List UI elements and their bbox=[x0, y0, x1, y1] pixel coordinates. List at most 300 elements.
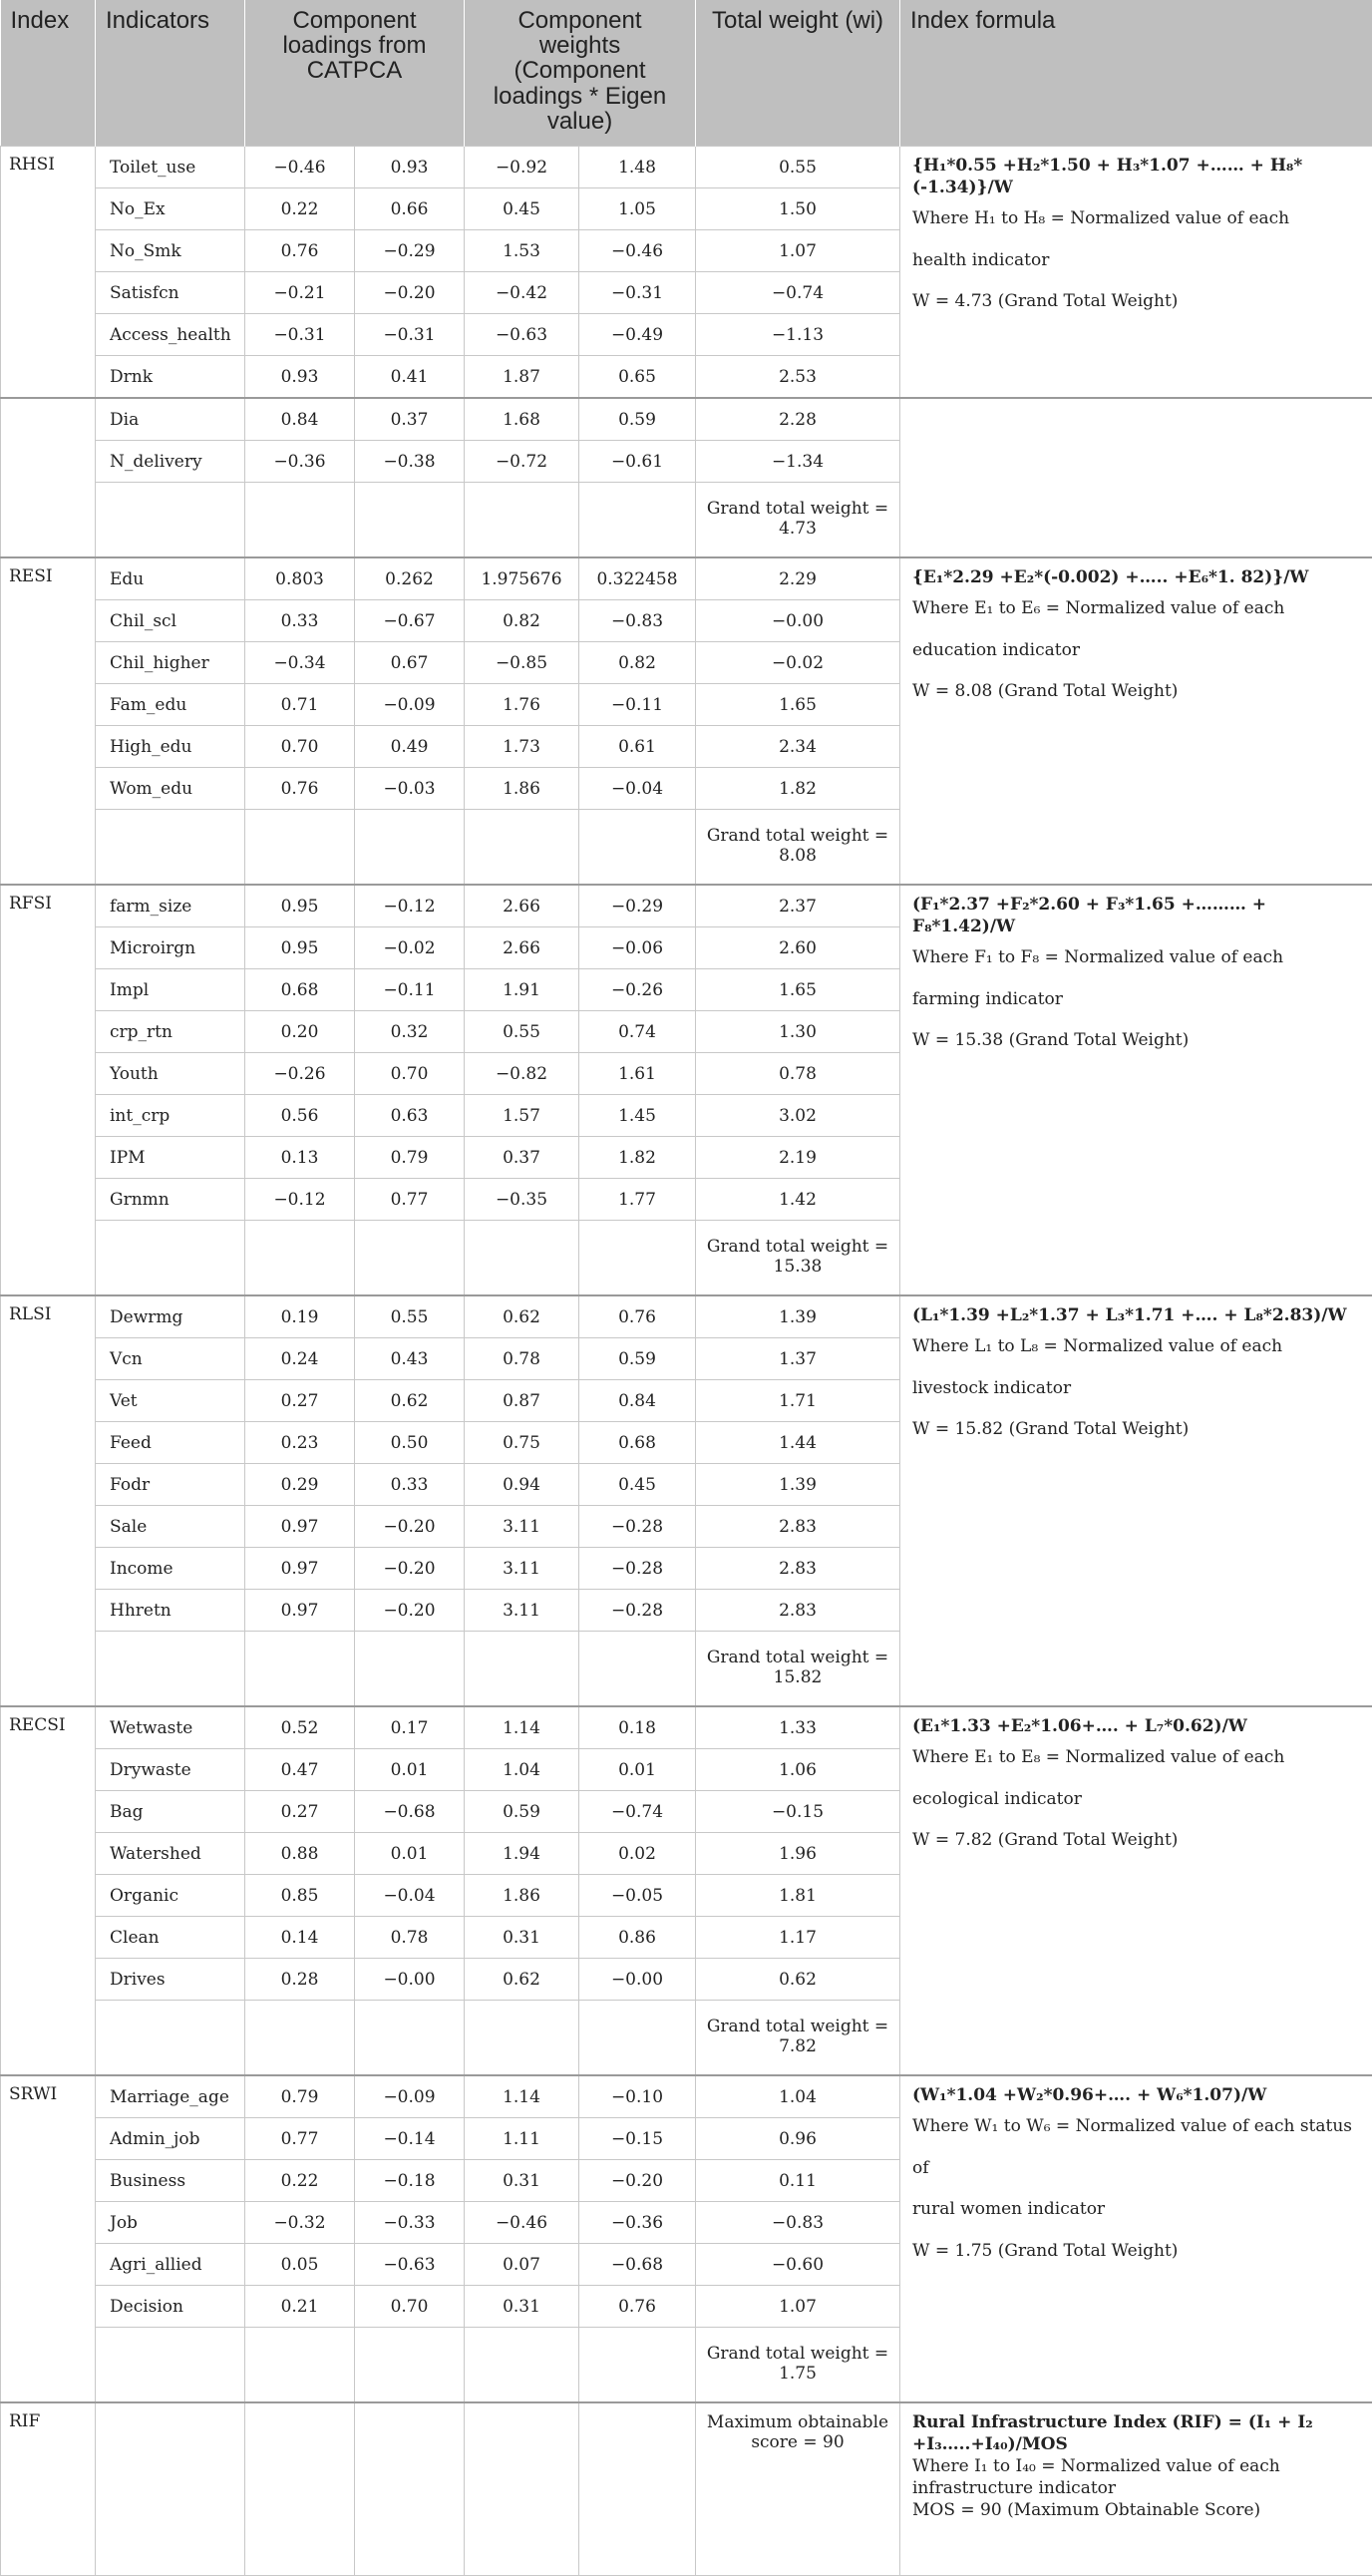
indicator-cell: Chil_higher bbox=[96, 642, 245, 684]
formula-note: Where L₁ to L₈ = Normalized value of each bbox=[912, 1326, 1360, 1368]
formula-expression: (W₁*1.04 +W₂*0.96+…. + W₆*1.07)/W bbox=[912, 2084, 1360, 2106]
total-weight-cell: 1.42 bbox=[696, 1179, 900, 1221]
loading-1-cell: 0.22 bbox=[245, 2160, 355, 2202]
formula-note: Where E₁ to E₆ = Normalized value of each bbox=[912, 588, 1360, 630]
weight-1-cell: 0.37 bbox=[465, 1137, 579, 1179]
weight-2-cell: −0.28 bbox=[579, 1506, 696, 1548]
loading-1-cell: 0.803 bbox=[245, 557, 355, 600]
weight-1-cell: 2.66 bbox=[465, 927, 579, 969]
indicator-cell: No_Ex bbox=[96, 188, 245, 230]
loading-1-cell: 0.95 bbox=[245, 927, 355, 969]
weight-1-cell: 3.11 bbox=[465, 1548, 579, 1590]
loading-2-cell: 0.62 bbox=[355, 1380, 465, 1422]
weight-2-cell: 0.82 bbox=[579, 642, 696, 684]
weight-2-cell: 1.05 bbox=[579, 188, 696, 230]
total-weight-cell: 2.83 bbox=[696, 1506, 900, 1548]
weight-1-cell: −0.46 bbox=[465, 2202, 579, 2244]
loading-2-cell: 0.43 bbox=[355, 1338, 465, 1380]
indicator-cell: Dewrmg bbox=[96, 1295, 245, 1338]
weight-1-cell: 1.76 bbox=[465, 684, 579, 726]
weight-2-cell: 0.18 bbox=[579, 1706, 696, 1749]
empty-cell bbox=[465, 1632, 579, 1707]
weight-1-cell: 1.14 bbox=[465, 1706, 579, 1749]
loading-2-cell: −0.14 bbox=[355, 2118, 465, 2160]
weight-2-cell: −0.10 bbox=[579, 2075, 696, 2118]
header-index: Index bbox=[1, 0, 96, 147]
weight-1-cell: 1.86 bbox=[465, 1875, 579, 1917]
weight-2-cell: 0.45 bbox=[579, 1464, 696, 1506]
formula-cell bbox=[900, 2075, 1372, 2402]
loading-1-cell: 0.28 bbox=[245, 1959, 355, 2001]
total-weight-cell: 1.81 bbox=[696, 1875, 900, 1917]
indicator-cell: Watershed bbox=[96, 1833, 245, 1875]
formula-note: Where H₁ to H₈ = Normalized value of each bbox=[912, 198, 1360, 240]
total-weight-cell: 1.96 bbox=[696, 1833, 900, 1875]
indicator-cell: Bag bbox=[96, 1791, 245, 1833]
loading-2-cell: −0.20 bbox=[355, 1548, 465, 1590]
empty-cell bbox=[465, 2001, 579, 2076]
total-weight-cell: 2.29 bbox=[696, 557, 900, 600]
loading-1-cell: 0.29 bbox=[245, 1464, 355, 1506]
weight-2-cell: −0.11 bbox=[579, 684, 696, 726]
indicator-cell: Fodr bbox=[96, 1464, 245, 1506]
total-weight-cell: 1.33 bbox=[696, 1706, 900, 1749]
grand-total-cell: Grand total weight = 15.82 bbox=[696, 1632, 900, 1707]
loading-1-cell: −0.26 bbox=[245, 1053, 355, 1095]
empty-cell bbox=[245, 810, 355, 886]
loading-2-cell: −0.20 bbox=[355, 1506, 465, 1548]
empty-cell bbox=[465, 483, 579, 558]
formula-note: livestock indicator bbox=[912, 1368, 1360, 1410]
weight-1-cell: −0.63 bbox=[465, 314, 579, 356]
loading-2-cell: 0.78 bbox=[355, 1917, 465, 1959]
grand-total-cell: Grand total weight = 7.82 bbox=[696, 2001, 900, 2076]
indicator-cell: Access_health bbox=[96, 314, 245, 356]
header-total-weight: Total weight (wi) bbox=[696, 0, 900, 147]
empty-cell bbox=[579, 810, 696, 886]
weight-1-cell: 0.62 bbox=[465, 1959, 579, 2001]
weight-2-cell: −0.68 bbox=[579, 2244, 696, 2286]
empty-cell bbox=[245, 483, 355, 558]
total-weight-cell: 1.50 bbox=[696, 188, 900, 230]
loading-2-cell: −0.03 bbox=[355, 768, 465, 810]
loading-2-cell: −0.63 bbox=[355, 2244, 465, 2286]
formula-note: Where W₁ to W₆ = Normalized value of each status of bbox=[912, 2106, 1360, 2189]
weight-1-cell: 0.78 bbox=[465, 1338, 579, 1380]
total-weight-cell: 0.62 bbox=[696, 1959, 900, 2001]
weight-1-cell: 1.87 bbox=[465, 356, 579, 399]
weight-2-cell: −0.28 bbox=[579, 1590, 696, 1632]
loading-2-cell: 0.01 bbox=[355, 1833, 465, 1875]
weight-1-cell: 1.91 bbox=[465, 969, 579, 1011]
weight-2-cell: 1.48 bbox=[579, 147, 696, 188]
loading-1-cell: 0.93 bbox=[245, 356, 355, 399]
weight-2-cell: 0.59 bbox=[579, 1338, 696, 1380]
weight-2-cell: −0.74 bbox=[579, 1791, 696, 1833]
loading-1-cell: 0.47 bbox=[245, 1749, 355, 1791]
weight-1-cell: 1.53 bbox=[465, 230, 579, 272]
indicator-cell: Clean bbox=[96, 1917, 245, 1959]
indicator-cell: Business bbox=[96, 2160, 245, 2202]
loading-1-cell: 0.71 bbox=[245, 684, 355, 726]
formula-cell bbox=[900, 147, 1372, 399]
weight-2-cell: 0.65 bbox=[579, 356, 696, 399]
loading-2-cell: −0.18 bbox=[355, 2160, 465, 2202]
total-weight-cell: 1.39 bbox=[696, 1295, 900, 1338]
formula-note: W = 15.38 (Grand Total Weight) bbox=[912, 1020, 1360, 1062]
loading-2-cell: 0.70 bbox=[355, 2286, 465, 2328]
total-weight-cell: 2.34 bbox=[696, 726, 900, 768]
total-weight-cell: −0.15 bbox=[696, 1791, 900, 1833]
loading-1-cell: 0.85 bbox=[245, 1875, 355, 1917]
loading-2-cell: 0.67 bbox=[355, 642, 465, 684]
weight-1-cell: 0.07 bbox=[465, 2244, 579, 2286]
loading-1-cell: 0.22 bbox=[245, 188, 355, 230]
loading-1-cell: 0.97 bbox=[245, 1506, 355, 1548]
loading-2-cell: 0.77 bbox=[355, 1179, 465, 1221]
weight-2-cell: −0.06 bbox=[579, 927, 696, 969]
formula-cell bbox=[900, 398, 1372, 557]
indicator-cell: IPM bbox=[96, 1137, 245, 1179]
grand-total-cell: Grand total weight = 8.08 bbox=[696, 810, 900, 886]
weight-1-cell: 0.31 bbox=[465, 2160, 579, 2202]
loading-2-cell: −0.00 bbox=[355, 1959, 465, 2001]
formula-note: Where E₁ to E₈ = Normalized value of each bbox=[912, 1737, 1360, 1779]
indicator-cell: Vet bbox=[96, 1380, 245, 1422]
indicator-cell: N_delivery bbox=[96, 441, 245, 483]
weight-2-cell: −0.04 bbox=[579, 768, 696, 810]
loading-2-cell: 0.49 bbox=[355, 726, 465, 768]
indicator-cell: Fam_edu bbox=[96, 684, 245, 726]
loading-1-cell: 0.70 bbox=[245, 726, 355, 768]
weight-2-cell: 1.61 bbox=[579, 1053, 696, 1095]
loading-2-cell: 0.37 bbox=[355, 398, 465, 441]
weight-2-cell: −0.31 bbox=[579, 272, 696, 314]
grand-total-cell: Grand total weight = 15.38 bbox=[696, 1221, 900, 1296]
formula-note: Where F₁ to F₈ = Normalized value of each bbox=[912, 937, 1360, 979]
indicator-cell: Dia bbox=[96, 398, 245, 441]
weight-1-cell: 2.66 bbox=[465, 885, 579, 927]
loading-1-cell: 0.52 bbox=[245, 1706, 355, 1749]
empty-cell bbox=[245, 1221, 355, 1296]
loading-2-cell: −0.11 bbox=[355, 969, 465, 1011]
formula-expression: (L₁*1.39 +L₂*1.37 + L₃*1.71 +…. + L₈*2.83)/W bbox=[912, 1304, 1360, 1326]
total-weight-cell: 2.83 bbox=[696, 1548, 900, 1590]
formula-note: W = 4.73 (Grand Total Weight) bbox=[912, 281, 1360, 323]
indicator-cell: Chil_scl bbox=[96, 600, 245, 642]
table-row bbox=[1, 557, 1372, 600]
index-cell: RECSI bbox=[1, 1706, 96, 2075]
total-weight-cell: 1.06 bbox=[696, 1749, 900, 1791]
indicator-cell: Youth bbox=[96, 1053, 245, 1095]
weight-1-cell: −0.72 bbox=[465, 441, 579, 483]
weight-1-cell: −0.82 bbox=[465, 1053, 579, 1095]
empty-cell bbox=[355, 2402, 465, 2576]
indicator-cell: Marriage_age bbox=[96, 2075, 245, 2118]
loading-1-cell: 0.76 bbox=[245, 230, 355, 272]
indicator-cell: farm_size bbox=[96, 885, 245, 927]
empty-cell bbox=[579, 2402, 696, 2576]
loading-1-cell: 0.56 bbox=[245, 1095, 355, 1137]
total-weight-cell: −0.74 bbox=[696, 272, 900, 314]
total-weight-cell: 1.17 bbox=[696, 1917, 900, 1959]
empty-cell bbox=[579, 483, 696, 558]
weight-1-cell: 0.75 bbox=[465, 1422, 579, 1464]
loading-1-cell: 0.19 bbox=[245, 1295, 355, 1338]
weight-1-cell: 1.11 bbox=[465, 2118, 579, 2160]
loading-1-cell: 0.05 bbox=[245, 2244, 355, 2286]
weight-1-cell: 1.57 bbox=[465, 1095, 579, 1137]
loading-2-cell: 0.32 bbox=[355, 1011, 465, 1053]
total-weight-cell: −0.83 bbox=[696, 2202, 900, 2244]
total-weight-cell: −0.60 bbox=[696, 2244, 900, 2286]
loading-1-cell: 0.13 bbox=[245, 1137, 355, 1179]
total-weight-cell: 1.65 bbox=[696, 684, 900, 726]
indicator-cell: Edu bbox=[96, 557, 245, 600]
index-cell: RHSI bbox=[1, 147, 96, 399]
weight-2-cell: 0.01 bbox=[579, 1749, 696, 1791]
formula-note: ecological indicator bbox=[912, 1779, 1360, 1821]
weight-1-cell: 0.82 bbox=[465, 600, 579, 642]
empty-cell bbox=[355, 2001, 465, 2076]
loading-1-cell: 0.23 bbox=[245, 1422, 355, 1464]
weight-1-cell: −0.42 bbox=[465, 272, 579, 314]
loading-2-cell: −0.67 bbox=[355, 600, 465, 642]
weight-1-cell: 1.86 bbox=[465, 768, 579, 810]
weight-2-cell: −0.83 bbox=[579, 600, 696, 642]
loading-2-cell: 0.63 bbox=[355, 1095, 465, 1137]
loading-1-cell: −0.46 bbox=[245, 147, 355, 188]
weight-1-cell: 0.55 bbox=[465, 1011, 579, 1053]
index-cell: SRWI bbox=[1, 2075, 96, 2402]
indicator-cell: Microirgn bbox=[96, 927, 245, 969]
total-weight-cell: 2.28 bbox=[696, 398, 900, 441]
formula-note: health indicator bbox=[912, 240, 1360, 282]
total-weight-cell: −0.00 bbox=[696, 600, 900, 642]
formula-note: infrastructure indicator bbox=[912, 2477, 1360, 2499]
indicator-cell: Drywaste bbox=[96, 1749, 245, 1791]
formula-cell bbox=[900, 1706, 1372, 2075]
loading-1-cell: 0.84 bbox=[245, 398, 355, 441]
grand-total-cell: Grand total weight = 1.75 bbox=[696, 2328, 900, 2403]
empty-cell bbox=[245, 2328, 355, 2403]
loading-1-cell: −0.34 bbox=[245, 642, 355, 684]
empty-cell bbox=[96, 483, 245, 558]
loading-2-cell: 0.79 bbox=[355, 1137, 465, 1179]
weight-2-cell: 0.76 bbox=[579, 1295, 696, 1338]
formula-note: W = 8.08 (Grand Total Weight) bbox=[912, 671, 1360, 713]
empty-cell bbox=[245, 1632, 355, 1707]
indicator-cell: Income bbox=[96, 1548, 245, 1590]
table-row bbox=[1, 398, 1372, 441]
weight-1-cell: 0.59 bbox=[465, 1791, 579, 1833]
formula-expression: Rural Infrastructure Index (RIF) = (I₁ + I₂ +I₃…..+I₄₀)/MOS bbox=[912, 2411, 1360, 2455]
loading-2-cell: −0.04 bbox=[355, 1875, 465, 1917]
loading-2-cell: 0.93 bbox=[355, 147, 465, 188]
header-indicators: Indicators bbox=[96, 0, 245, 147]
weight-1-cell: 1.14 bbox=[465, 2075, 579, 2118]
total-weight-cell: 1.04 bbox=[696, 2075, 900, 2118]
weight-1-cell: −0.92 bbox=[465, 147, 579, 188]
loading-2-cell: −0.20 bbox=[355, 1590, 465, 1632]
indicator-cell: int_crp bbox=[96, 1095, 245, 1137]
loading-1-cell: 0.14 bbox=[245, 1917, 355, 1959]
total-weight-cell: 3.02 bbox=[696, 1095, 900, 1137]
total-weight-cell: 2.83 bbox=[696, 1590, 900, 1632]
indicator-cell: Wom_edu bbox=[96, 768, 245, 810]
empty-cell bbox=[355, 483, 465, 558]
weight-1-cell: 3.11 bbox=[465, 1506, 579, 1548]
formula-cell bbox=[900, 1295, 1372, 1706]
weight-2-cell: −0.15 bbox=[579, 2118, 696, 2160]
weight-2-cell: −0.46 bbox=[579, 230, 696, 272]
indicator-cell: crp_rtn bbox=[96, 1011, 245, 1053]
loading-1-cell: −0.32 bbox=[245, 2202, 355, 2244]
empty-cell bbox=[96, 1221, 245, 1296]
loading-2-cell: 0.41 bbox=[355, 356, 465, 399]
empty-cell bbox=[465, 2402, 579, 2576]
loading-1-cell: 0.88 bbox=[245, 1833, 355, 1875]
loading-1-cell: 0.21 bbox=[245, 2286, 355, 2328]
empty-cell bbox=[355, 2328, 465, 2403]
table-row bbox=[1, 1706, 1372, 1749]
total-weight-cell: 2.19 bbox=[696, 1137, 900, 1179]
weight-1-cell: 0.45 bbox=[465, 188, 579, 230]
weight-2-cell: −0.36 bbox=[579, 2202, 696, 2244]
loading-1-cell: 0.20 bbox=[245, 1011, 355, 1053]
weight-2-cell: −0.28 bbox=[579, 1548, 696, 1590]
header-loadings: Component loadings from CATPCA bbox=[245, 0, 465, 147]
formula-cell bbox=[900, 2402, 1372, 2576]
loading-2-cell: 0.33 bbox=[355, 1464, 465, 1506]
loading-1-cell: −0.21 bbox=[245, 272, 355, 314]
empty-cell bbox=[465, 1221, 579, 1296]
total-weight-cell: 0.55 bbox=[696, 147, 900, 188]
empty-cell bbox=[579, 1632, 696, 1707]
total-weight-cell: 0.78 bbox=[696, 1053, 900, 1095]
loading-2-cell: −0.31 bbox=[355, 314, 465, 356]
indicator-cell: Vcn bbox=[96, 1338, 245, 1380]
empty-cell bbox=[245, 2001, 355, 2076]
weight-1-cell: 3.11 bbox=[465, 1590, 579, 1632]
indicator-cell: Organic bbox=[96, 1875, 245, 1917]
loading-1-cell: 0.76 bbox=[245, 768, 355, 810]
total-weight-cell: 0.96 bbox=[696, 2118, 900, 2160]
loading-2-cell: 0.66 bbox=[355, 188, 465, 230]
total-weight-cell: 1.30 bbox=[696, 1011, 900, 1053]
empty-cell bbox=[96, 2328, 245, 2403]
empty-cell bbox=[355, 1632, 465, 1707]
loading-2-cell: 0.70 bbox=[355, 1053, 465, 1095]
index-cell: RLSI bbox=[1, 1295, 96, 1706]
indicator-cell: Sale bbox=[96, 1506, 245, 1548]
formula-note: rural women indicator bbox=[912, 2189, 1360, 2231]
total-weight-cell: 1.65 bbox=[696, 969, 900, 1011]
header-formula: Index formula bbox=[900, 0, 1372, 147]
weight-2-cell: −0.29 bbox=[579, 885, 696, 927]
weight-1-cell: 0.94 bbox=[465, 1464, 579, 1506]
empty-cell bbox=[579, 2001, 696, 2076]
loading-2-cell: −0.12 bbox=[355, 885, 465, 927]
indicator-cell: Wetwaste bbox=[96, 1706, 245, 1749]
weight-2-cell: 0.86 bbox=[579, 1917, 696, 1959]
indicator-cell: Impl bbox=[96, 969, 245, 1011]
loading-2-cell: −0.02 bbox=[355, 927, 465, 969]
indicator-cell: Feed bbox=[96, 1422, 245, 1464]
total-weight-cell: 1.07 bbox=[696, 2286, 900, 2328]
weight-2-cell: 0.74 bbox=[579, 1011, 696, 1053]
loading-1-cell: 0.79 bbox=[245, 2075, 355, 2118]
weight-1-cell: 1.94 bbox=[465, 1833, 579, 1875]
formula-note: W = 7.82 (Grand Total Weight) bbox=[912, 1820, 1360, 1862]
loading-2-cell: 0.17 bbox=[355, 1706, 465, 1749]
indicator-cell: Hhretn bbox=[96, 1590, 245, 1632]
indicator-cell: Drnk bbox=[96, 356, 245, 399]
empty-cell bbox=[465, 2328, 579, 2403]
table-row bbox=[1, 885, 1372, 927]
weight-2-cell: −0.20 bbox=[579, 2160, 696, 2202]
total-weight-cell: 2.37 bbox=[696, 885, 900, 927]
weight-1-cell: −0.35 bbox=[465, 1179, 579, 1221]
weight-2-cell: 0.02 bbox=[579, 1833, 696, 1875]
loading-2-cell: 0.50 bbox=[355, 1422, 465, 1464]
loading-1-cell: 0.97 bbox=[245, 1548, 355, 1590]
formula-note: education indicator bbox=[912, 630, 1360, 672]
formula-expression: (F₁*2.37 +F₂*2.60 + F₃*1.65 +……… + F₈*1.42)/W bbox=[912, 894, 1360, 937]
formula-note: MOS = 90 (Maximum Obtainable Score) bbox=[912, 2499, 1360, 2521]
weight-1-cell: 1.04 bbox=[465, 1749, 579, 1791]
loading-2-cell: −0.38 bbox=[355, 441, 465, 483]
weight-2-cell: 0.84 bbox=[579, 1380, 696, 1422]
table-row bbox=[1, 147, 1372, 188]
formula-expression: (E₁*1.33 +E₂*1.06+…. + L₇*0.62)/W bbox=[912, 1715, 1360, 1737]
header-weights: Component weights (Component loadings * Eigen value) bbox=[465, 0, 696, 147]
weight-2-cell: 1.77 bbox=[579, 1179, 696, 1221]
table-row bbox=[1, 1295, 1372, 1338]
total-weight-cell: −0.02 bbox=[696, 642, 900, 684]
empty-cell bbox=[465, 810, 579, 886]
index-cell: RIF bbox=[1, 2402, 96, 2576]
loading-1-cell: 0.27 bbox=[245, 1380, 355, 1422]
loading-1-cell: 0.27 bbox=[245, 1791, 355, 1833]
weight-2-cell: 0.68 bbox=[579, 1422, 696, 1464]
weight-2-cell: −0.00 bbox=[579, 1959, 696, 2001]
grand-total-cell: Grand total weight = 4.73 bbox=[696, 483, 900, 558]
formula-cell bbox=[900, 885, 1372, 1295]
total-weight-cell: −1.34 bbox=[696, 441, 900, 483]
indicator-cell: Drives bbox=[96, 1959, 245, 2001]
weight-2-cell: −0.05 bbox=[579, 1875, 696, 1917]
total-weight-cell: −1.13 bbox=[696, 314, 900, 356]
total-weight-cell: 1.82 bbox=[696, 768, 900, 810]
weight-2-cell: −0.26 bbox=[579, 969, 696, 1011]
indicator-cell: Satisfcn bbox=[96, 272, 245, 314]
weight-2-cell: −0.61 bbox=[579, 441, 696, 483]
weight-2-cell: 1.45 bbox=[579, 1095, 696, 1137]
loading-2-cell: −0.20 bbox=[355, 272, 465, 314]
formula-expression: {H₁*0.55 +H₂*1.50 + H₃*1.07 +…… + H₈*(-1.34)}/W bbox=[912, 155, 1360, 198]
indicator-cell: Toilet_use bbox=[96, 147, 245, 188]
total-weight-cell: 1.39 bbox=[696, 1464, 900, 1506]
weight-1-cell: 1.68 bbox=[465, 398, 579, 441]
indicator-cell: No_Smk bbox=[96, 230, 245, 272]
loading-1-cell: −0.36 bbox=[245, 441, 355, 483]
weight-2-cell: 0.61 bbox=[579, 726, 696, 768]
empty-cell bbox=[579, 1221, 696, 1296]
weight-1-cell: 1.73 bbox=[465, 726, 579, 768]
weight-2-cell: 0.76 bbox=[579, 2286, 696, 2328]
loading-1-cell: 0.77 bbox=[245, 2118, 355, 2160]
